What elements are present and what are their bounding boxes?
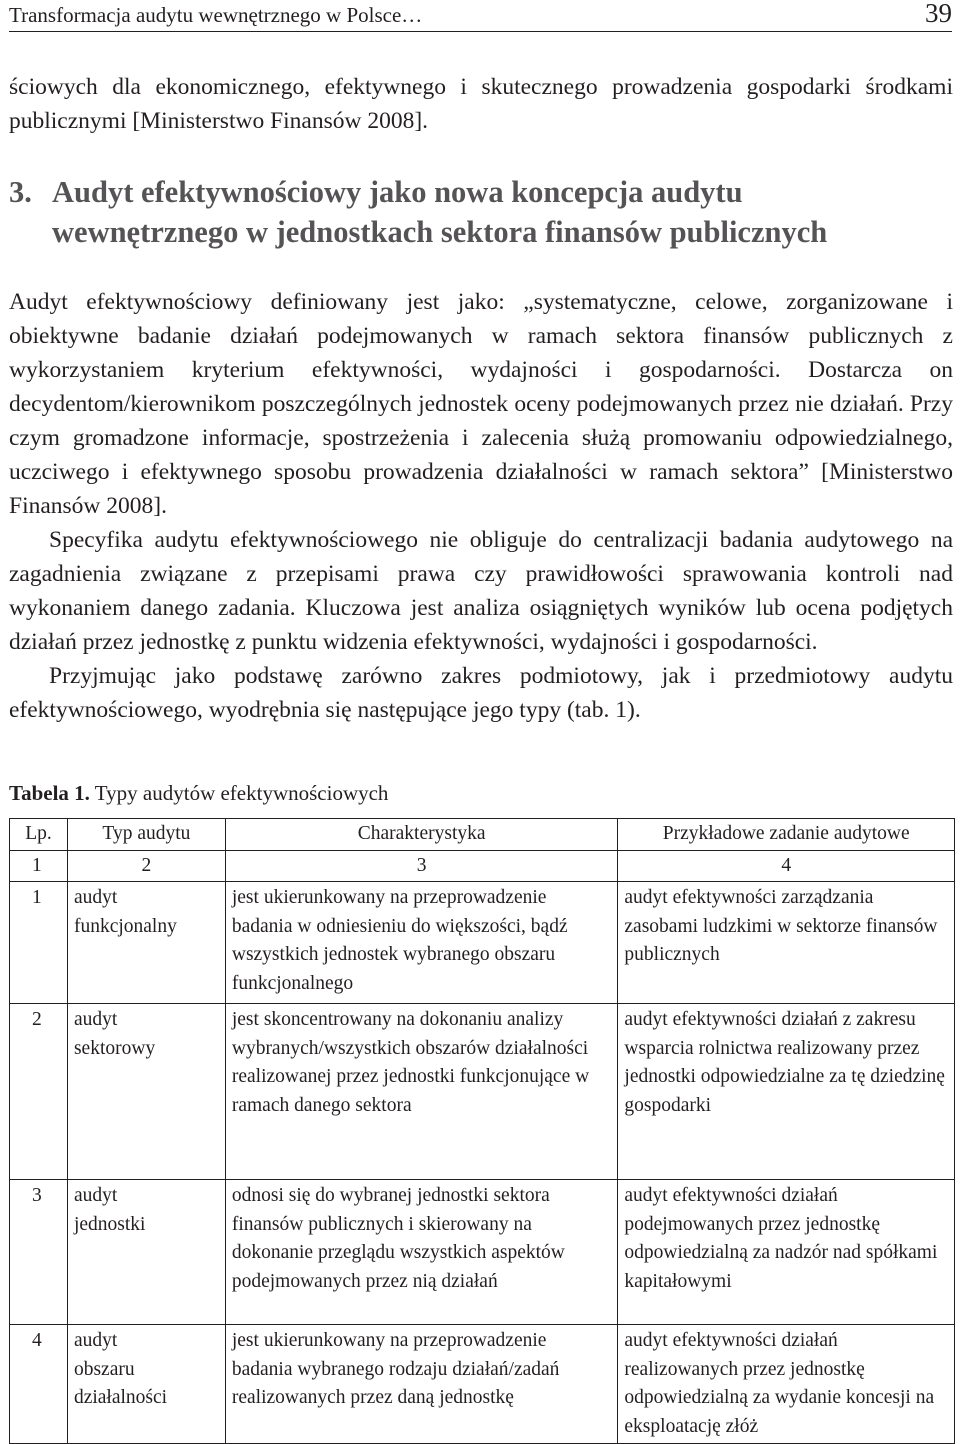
section-number: 3.: [9, 175, 32, 209]
cell-example: audyt efektywności działań realizowanych przez jednostkę odpowiedzialną za wydanie koncesji na eksploatację złóż: [618, 1325, 955, 1444]
cell-example: audyt efektywności działań z zakresu wsparcia rolnictwa realizowany przez jednostki odpowiedzialne za tę dziedzinę gospodarki: [618, 1004, 955, 1180]
table-caption: [9, 781, 388, 806]
header-characteristic: Charakterystyka: [225, 819, 618, 851]
header-lp: Lp.: [10, 819, 68, 851]
cell-type-line1: audyt: [73, 1330, 118, 1351]
page-number: 39: [925, 0, 952, 28]
cell-type: [67, 882, 225, 1004]
table-caption-text: Typy audytów efektywnościowych: [94, 781, 389, 805]
cell-type-line2: jednostki: [73, 1213, 146, 1235]
table-caption-label: Tabela 1.: [9, 781, 90, 805]
section-body: [9, 285, 953, 727]
section-heading: [9, 172, 953, 252]
table-row: [10, 1004, 955, 1180]
cell-type: [67, 1180, 225, 1325]
table-header-row: [10, 819, 955, 851]
cell-characteristic: jest skoncentrowany na dokonaniu analizy wybranych/wszystkich obszarów działalności realizowanej przez jednostki funkcjonujące w ramach danego sektora: [225, 1004, 618, 1180]
table-row: [10, 882, 955, 1004]
cell-characteristic: odnosi się do wybranej jednostki sektora finansów publicznych i skierowany na dokonanie przeglądu wszystkich aspektów podejmowanych przez nią działań: [225, 1180, 618, 1325]
cell-example: audyt efektywności działań podejmowanych przez jednostkę odpowiedzialną za nadzór nad spółkami kapitałowymi: [618, 1180, 955, 1325]
table-row: [10, 1325, 955, 1444]
header-type: Typ audytu: [67, 819, 225, 851]
cell-lp: 4: [10, 1325, 68, 1444]
cell-lp: 3: [10, 1180, 68, 1325]
paragraph-definition: Audyt efektywnościowy definiowany jest jako: „systematyczne, celowe, zorganizowane i obiektywne badanie działań podejmowanych w ramach sektora finansów publicznych z wykorzystaniem kryterium efektywności, wydajności i gospodarności. Dostarcza on decydentom/kierownikom poszczególnych jednostek oceny podejmowanych przez nie działań. Przy czym gromadzone informacje, spostrzeżenia i zalecenia służą promowaniu odpowiedzialnego, uczciwego i efektywnego sposobu prowadzenia działalności w ramach sektora” [Ministerstwo Finansów 2008].: [9, 289, 953, 519]
continuation-paragraph: ściowych dla ekonomicznego, efektywnego i skutecznego prowadzenia gospodarki środkami publicznymi [Ministerstwo Finansów 2008].: [9, 74, 953, 134]
cell-type: [67, 1004, 225, 1180]
paragraph-specifics: Specyfika audytu efektywnościowego nie obliguje do centralizacji badania audytowego na zagadnienia związane z przepisami prawa czy prawidłowości sprawowania kontroli nad wykonaniem danego zadania. Kluczowa jest analiza osiągniętych wyników lub ocena podjętych działań przez jednostkę z punktu widzenia efektywności, wydajności i gospodarności.: [9, 527, 953, 655]
cell-type: [67, 1325, 225, 1444]
cell-characteristic: jest ukierunkowany na przeprowadzenie badania w odniesieniu do większości, bądź wszystkich jednostek wybranego obszaru funkcjonalnego: [225, 882, 618, 1004]
paragraph-types-intro: Przyjmując jako podstawę zarówno zakres podmiotowy, jak i przedmiotowy audytu efektywnościowego, wyodrębnia się następujące jego typy (tab. 1).: [9, 663, 953, 723]
cell-example: audyt efektywności zarządzania zasobami ludzkimi w sektorze finansów publicznych: [618, 882, 955, 1004]
section-title-line1: Audyt efektywnościowy jako nowa koncepcja audytu: [52, 175, 743, 209]
running-head: [9, 0, 952, 32]
cell-type-line2: sektorowy: [73, 1037, 156, 1059]
audit-types-table: [9, 818, 955, 1444]
column-number: 4: [618, 850, 955, 882]
header-example: Przykładowe zadanie audytowe: [618, 819, 955, 851]
section-title-line2: wewnętrznego w jednostkach sektora finansów publicznych: [52, 215, 828, 249]
table-column-numbers-row: [10, 850, 955, 882]
cell-type-line1: audyt: [73, 1185, 118, 1206]
running-head-title: Transformacja audytu wewnętrznego w Polsce…: [9, 3, 423, 27]
cell-lp: 2: [10, 1004, 68, 1180]
cell-lp: 1: [10, 882, 68, 1004]
table-row: [10, 1180, 955, 1325]
column-number: 3: [225, 850, 618, 882]
column-number: 2: [67, 850, 225, 882]
cell-type-line2: obszaru działalności: [73, 1358, 168, 1408]
column-number: 1: [10, 850, 68, 882]
cell-type-line1: audyt: [73, 1009, 118, 1030]
cell-type-line1: audyt: [73, 887, 118, 908]
cell-characteristic: jest ukierunkowany na przeprowadzenie badania wybranego rodzaju działań/zadań realizowanych przez daną jednostkę: [225, 1325, 618, 1444]
cell-type-line2: funkcjonalny: [73, 915, 177, 937]
